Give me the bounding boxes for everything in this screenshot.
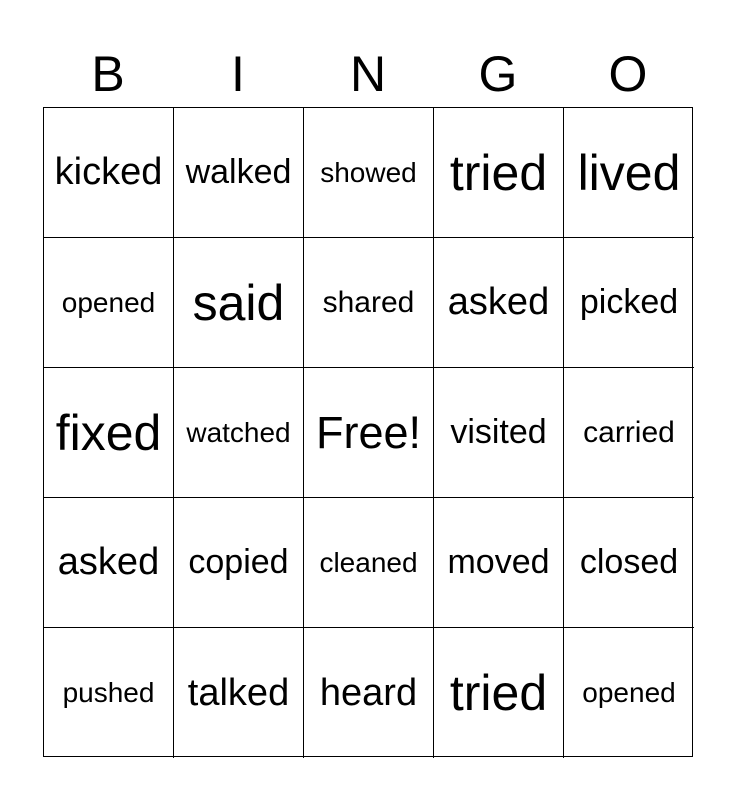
bingo-cell[interactable]: heard bbox=[304, 628, 434, 758]
bingo-cell[interactable]: carried bbox=[564, 368, 694, 498]
header-letter-b: B bbox=[91, 46, 125, 102]
bingo-cell[interactable]: kicked bbox=[44, 108, 174, 238]
bingo-cell[interactable]: asked bbox=[44, 498, 174, 628]
bingo-cell[interactable]: tried bbox=[434, 108, 564, 238]
bingo-cell[interactable]: closed bbox=[564, 498, 694, 628]
bingo-cell[interactable]: moved bbox=[434, 498, 564, 628]
bingo-cell[interactable]: asked bbox=[434, 238, 564, 368]
bingo-cell[interactable]: talked bbox=[174, 628, 304, 758]
bingo-cell[interactable]: fixed bbox=[44, 368, 174, 498]
bingo-cell[interactable]: picked bbox=[564, 238, 694, 368]
bingo-cell[interactable]: said bbox=[174, 238, 304, 368]
bingo-cell[interactable]: showed bbox=[304, 108, 434, 238]
header-letter-o: O bbox=[608, 46, 648, 102]
bingo-cell[interactable]: opened bbox=[582, 677, 676, 708]
bingo-board bbox=[43, 107, 693, 757]
bingo-cell[interactable]: opened bbox=[44, 238, 174, 368]
bingo-cell[interactable]: copied bbox=[174, 498, 304, 628]
bingo-cell[interactable]: visited bbox=[434, 368, 564, 498]
bingo-cell[interactable]: pushed bbox=[44, 628, 174, 758]
bingo-cell[interactable]: cleaned bbox=[304, 498, 434, 628]
bingo-cell[interactable]: watched bbox=[174, 368, 304, 498]
header-letter-i: I bbox=[231, 46, 245, 102]
header-letter-g: G bbox=[478, 46, 518, 102]
bingo-cell[interactable]: lived bbox=[564, 108, 694, 238]
bingo-cell[interactable]: shared bbox=[304, 238, 434, 368]
bingo-header bbox=[43, 44, 693, 104]
free-space-cell[interactable]: Free! bbox=[304, 368, 434, 498]
bingo-cell[interactable]: walked bbox=[174, 108, 304, 238]
bingo-cell[interactable]: tried bbox=[434, 628, 564, 758]
header-letter-n: N bbox=[349, 46, 387, 102]
